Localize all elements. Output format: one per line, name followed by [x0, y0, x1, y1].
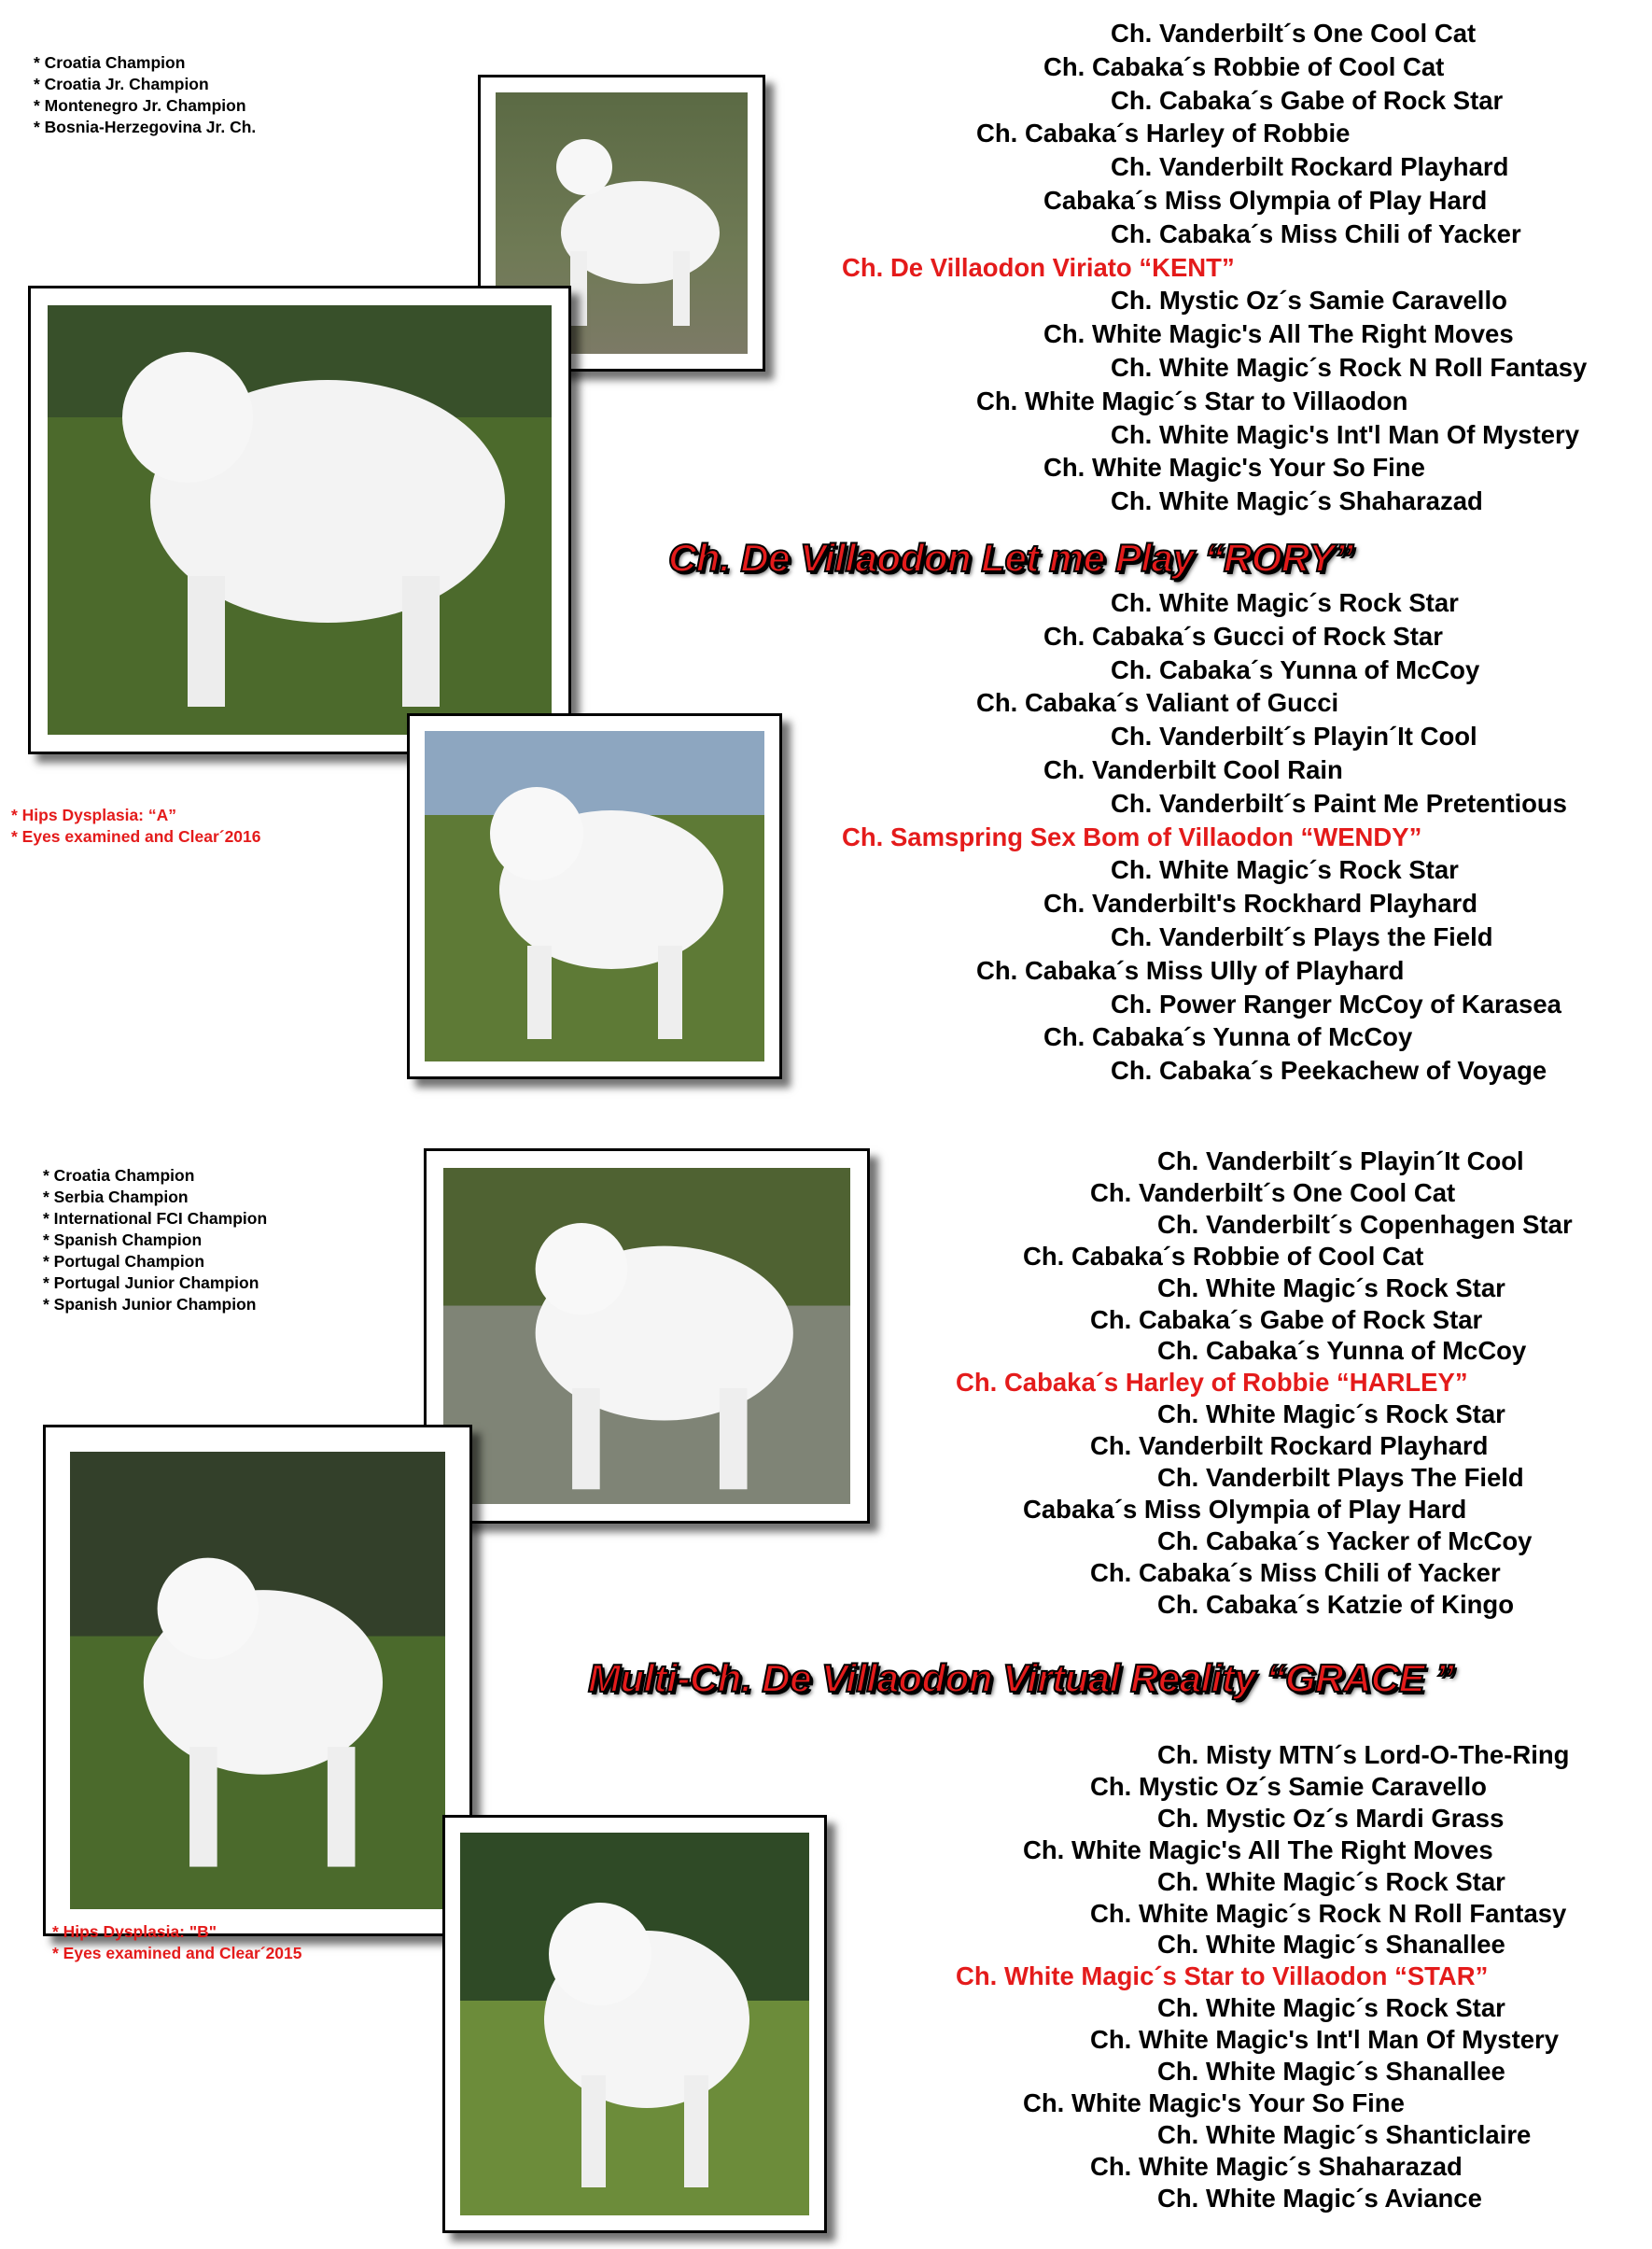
pedigree-ancestor: Ch. Cabaka´s Miss Ully of Playhard [976, 955, 1405, 985]
pedigree-ancestor: Ch. Vanderbilt´s Copenhagen Star [1157, 1209, 1573, 1239]
title-item: * Spanish Champion [43, 1230, 203, 1249]
pedigree-ancestor: Ch. Cabaka´s Yunna of McCoy [1043, 1022, 1413, 1052]
rory-health [11, 805, 261, 848]
pedigree-ancestor: Ch. Vanderbilt Plays The Field [1157, 1463, 1524, 1492]
pedigree-ancestor: Ch. White Magic's Your So Fine [1023, 2087, 1405, 2117]
pedigree-ancestor: Ch. Vanderbilt Cool Rain [1043, 755, 1343, 784]
title-item: * International FCI Champion [43, 1209, 268, 1228]
pedigree-ancestor: Ch. Cabaka´s Gabe of Rock Star [1090, 1304, 1483, 1334]
pedigree-ancestor: Ch. White Magic´s Shanallee [1157, 1930, 1505, 1960]
grace-health [52, 1921, 302, 1964]
pedigree-ancestor: Ch. Misty MTN´s Lord-O-The-Ring [1157, 1740, 1570, 1769]
pedigree-ancestor: Ch. White Magic´s Star to Villaodon [976, 386, 1408, 415]
pedigree-ancestor: Ch. Cabaka´s Katzie of Kingo [1157, 1589, 1514, 1619]
pedigree-ancestor: Ch. Cabaka´s Gabe of Rock Star [1111, 85, 1504, 115]
pedigree-ancestor: Ch. Vanderbilt´s One Cool Cat [1111, 19, 1477, 48]
pedigree-ancestor: Ch. White Magic´s Rock Star [1111, 855, 1459, 885]
pedigree-ancestor: Ch. White Magic's All The Right Moves [1043, 319, 1514, 349]
pedigree-ancestor: Ch. White Magic´s Rock Star [1157, 1399, 1505, 1429]
title-item: * Spanish Junior Champion [43, 1295, 257, 1314]
title-item: * Serbia Champion [43, 1188, 189, 1206]
pedigree-ancestor: Ch. Vanderbilt´s Playin´It Cool [1111, 722, 1477, 752]
title-item: * Portugal Junior Champion [43, 1273, 259, 1292]
pedigree-ancestor: Ch. White Magic´s Rock Star [1157, 1272, 1505, 1302]
title-item: * Bosnia-Herzegovina Jr. Ch. [34, 118, 257, 136]
pedigree-ancestor: Cabaka´s Miss Olympia of Play Hard [1043, 186, 1488, 215]
pedigree-ancestor: Ch. Mystic Oz´s Samie Caravello [1111, 286, 1507, 316]
health-item: * Eyes examined and Clear´2016 [11, 827, 261, 846]
pedigree-ancestor: Ch. White Magic´s Shaharazad [1090, 2151, 1463, 2181]
pedigree-ancestor: Ch. Power Ranger McCoy of Karasea [1111, 989, 1561, 1019]
pedigree-ancestor: Ch. White Magic's All The Right Moves [1023, 1834, 1493, 1864]
pedigree-ancestor: Ch. Vanderbilt´s One Cool Cat [1090, 1177, 1456, 1207]
dog-photo-harley [424, 1148, 870, 1524]
pedigree-parent: Ch. Cabaka´s Harley of Robbie “HARLEY” [956, 1368, 1468, 1398]
health-item: * Hips Dysplasia: “A” [11, 806, 176, 824]
pedigree-ancestor: Ch. Cabaka´s Robbie of Cool Cat [1043, 51, 1445, 81]
title-item: * Croatia Jr. Champion [34, 75, 209, 93]
pedigree-ancestor: Ch. White Magic´s Rock Star [1157, 1993, 1505, 2023]
pedigree-ancestor: Ch. Vanderbilt Rockard Playhard [1111, 152, 1509, 182]
title-item: * Montenegro Jr. Champion [34, 96, 246, 115]
pedigree-ancestor: Ch. White Magic´s Rock N Roll Fantasy [1090, 1898, 1567, 1928]
pedigree-ancestor: Ch. Cabaka´s Yacker of McCoy [1157, 1525, 1533, 1555]
health-item: * Eyes examined and Clear´2015 [52, 1944, 302, 1962]
pedigree-ancestor: Ch. Cabaka´s Gucci of Rock Star [1043, 621, 1443, 651]
pedigree-ancestor: Ch. White Magic´s Rock N Roll Fantasy [1111, 353, 1588, 382]
pedigree-ancestor: Ch. White Magic's Int'l Man Of Mystery [1090, 2025, 1560, 2055]
pedigree-ancestor: Ch. White Magic's Int'l Man Of Mystery [1111, 419, 1580, 449]
pedigree-parent: Ch. Samspring Sex Bom of Villaodon “WENDY” [842, 822, 1422, 851]
pedigree-ancestor: Cabaka´s Miss Olympia of Play Hard [1023, 1494, 1467, 1524]
pedigree-ancestor: Ch. Vanderbilt´s Playin´It Cool [1157, 1146, 1524, 1175]
title-item: * Croatia Champion [34, 53, 186, 72]
pedigree-ancestor: Ch. White Magic´s Shanticlaire [1157, 2119, 1532, 2149]
pedigree-ancestor: Ch. Mystic Oz´s Samie Caravello [1090, 1771, 1487, 1801]
pedigree-ancestor: Ch. White Magic's Your So Fine [1043, 453, 1425, 483]
title-item: * Croatia Champion [43, 1166, 195, 1185]
pedigree-ancestor: Ch. Cabaka´s Valiant of Gucci [976, 688, 1339, 718]
pedigree-ancestor: Ch. Vanderbilt Rockard Playhard [1090, 1431, 1489, 1461]
pedigree-ancestor: Ch. Cabaka´s Miss Chili of Yacker [1111, 218, 1521, 248]
pedigree-ancestor: Ch. Vanderbilt's Rockhard Playhard [1043, 889, 1478, 919]
pedigree-ancestor: Ch. Cabaka´s Yunna of McCoy [1111, 654, 1480, 684]
grace-headline: Multi-Ch. De Villaodon Virtual Reality “GRACE ” [588, 1656, 1454, 1700]
pedigree-ancestor: Ch. Vanderbilt´s Plays the Field [1111, 922, 1493, 951]
pedigree-ancestor: Ch. Cabaka´s Yunna of McCoy [1157, 1336, 1527, 1366]
pedigree-ancestor: Ch. White Magic´s Shanallee [1157, 2057, 1505, 2086]
grace-titles [43, 1165, 267, 1315]
dog-photo-rory [28, 286, 571, 754]
pedigree-ancestor: Ch. Cabaka´s Harley of Robbie [976, 119, 1351, 148]
pedigree-ancestor: Ch. Cabaka´s Miss Chili of Yacker [1090, 1557, 1501, 1587]
title-item: * Portugal Champion [43, 1252, 205, 1271]
pedigree-ancestor: Ch. Vanderbilt´s Paint Me Pretentious [1111, 788, 1567, 818]
pedigree-ancestor: Ch. White Magic´s Rock Star [1111, 588, 1459, 617]
pedigree-ancestor: Ch. Cabaka´s Peekachew of Voyage [1111, 1056, 1547, 1086]
health-item: * Hips Dysplasia: "B" [52, 1922, 217, 1941]
pedigree-ancestor: Ch. Cabaka´s Robbie of Cool Cat [1023, 1241, 1424, 1271]
dog-photo-wendy [407, 713, 782, 1079]
pedigree-parent: Ch. De Villaodon Viriato “KENT” [842, 252, 1235, 282]
pedigree-ancestor: Ch. White Magic´s Aviance [1157, 2183, 1482, 2213]
rory-titles [34, 52, 256, 138]
pedigree-ancestor: Ch. White Magic´s Rock Star [1157, 1866, 1505, 1896]
pedigree-ancestor: Ch. Mystic Oz´s Mardi Grass [1157, 1803, 1505, 1833]
pedigree-parent: Ch. White Magic´s Star to Villaodon “STAR” [956, 1961, 1489, 1991]
dog-photo-star [442, 1815, 827, 2233]
rory-headline: Ch. De Villaodon Let me Play “RORY” [668, 536, 1353, 580]
dog-photo-grace [43, 1425, 472, 1936]
pedigree-ancestor: Ch. White Magic´s Shaharazad [1111, 486, 1483, 516]
